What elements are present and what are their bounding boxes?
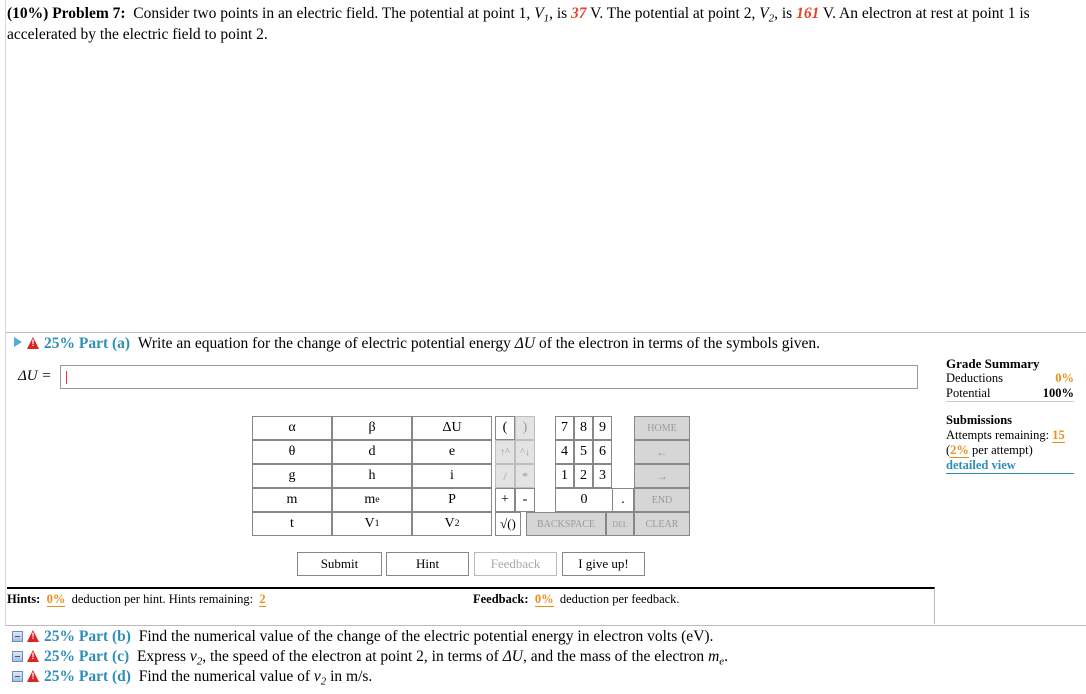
delta-u-symbol: ΔU xyxy=(502,648,523,665)
warning-icon xyxy=(27,670,40,682)
hints-label: Hints: xyxy=(7,592,41,606)
key-alpha-label: α xyxy=(288,420,296,435)
key-p-label: P xyxy=(448,492,456,507)
key-t-label: t xyxy=(290,516,294,531)
key-home[interactable] xyxy=(634,416,690,440)
v2-symbol xyxy=(313,668,327,688)
digit-5: 5 xyxy=(580,444,587,459)
minus-label: - xyxy=(522,492,528,507)
collapsed-icon[interactable] xyxy=(12,631,23,642)
problem-block xyxy=(5,0,1086,332)
text-caret xyxy=(66,371,67,384)
key-e[interactable] xyxy=(412,440,492,464)
key-multiply[interactable] xyxy=(515,464,535,488)
key-clear[interactable] xyxy=(634,512,690,536)
key-del[interactable] xyxy=(606,512,634,536)
problem-text-1: Consider two points in an electric field. The potential at point 1, xyxy=(133,5,535,22)
grade-summary-title: Grade Summary xyxy=(946,356,1040,371)
part-d-label: 25% Part (d) xyxy=(44,668,131,685)
key-9[interactable] xyxy=(593,416,612,440)
key-left-arrow[interactable] xyxy=(634,440,690,464)
hints-text: deduction per hint. Hints remaining: xyxy=(71,592,254,606)
collapsed-icon[interactable] xyxy=(12,651,23,662)
key-1[interactable] xyxy=(555,464,574,488)
key-7[interactable] xyxy=(555,416,574,440)
key-m[interactable] xyxy=(252,488,332,512)
key-h[interactable] xyxy=(332,464,412,488)
deductions-value: 0% xyxy=(1055,371,1074,385)
key-6[interactable] xyxy=(593,440,612,464)
key-g[interactable] xyxy=(252,464,332,488)
multiply-label: * xyxy=(522,468,528,483)
key-h-label: h xyxy=(368,468,376,483)
digit-0: 0 xyxy=(580,492,588,507)
feedback-bar xyxy=(473,587,935,624)
hints-pct: 0% xyxy=(46,592,66,606)
part-a-text-post: of the electron in terms of the symbols given. xyxy=(535,335,821,352)
key-beta-label: β xyxy=(368,420,376,435)
down-arrow-label: ^↓ xyxy=(520,446,530,458)
sqrt-label: √() xyxy=(500,516,516,531)
problem-text-5: V. An electron at rest at point 1 is accelerated by the electric field to point 2. xyxy=(7,5,1030,43)
v1-symbol xyxy=(534,5,550,25)
per-attempt-row: (2% per attempt) xyxy=(946,443,1033,457)
v2-subscript: 2 xyxy=(196,655,203,668)
me-letter: m xyxy=(708,648,720,665)
v2-symbol xyxy=(189,648,203,668)
feedback-button[interactable]: Feedback xyxy=(474,552,557,576)
home-label: HOME xyxy=(647,422,677,434)
part-a-header[interactable] xyxy=(14,334,820,354)
warning-icon xyxy=(27,630,40,642)
digit-7: 7 xyxy=(561,420,568,435)
left-arrow-icon: ← xyxy=(656,444,668,459)
key-v2-label: V xyxy=(444,516,455,531)
v1-letter: V xyxy=(534,5,544,22)
me-symbol xyxy=(708,648,725,668)
end-label: END xyxy=(651,494,673,506)
submissions-title: Submissions xyxy=(946,413,1013,427)
delta-u-symbol: ΔU xyxy=(514,335,536,352)
plus-label: + xyxy=(501,492,509,507)
key-d-label: d xyxy=(368,444,376,459)
key-theta[interactable] xyxy=(252,440,332,464)
v2-symbol xyxy=(759,5,775,25)
grade-summary xyxy=(946,356,1074,474)
digit-9: 9 xyxy=(599,420,606,435)
deductions-row xyxy=(946,371,1074,386)
part-c-text-and: , and the mass of the electron xyxy=(522,648,709,665)
v2-letter: V xyxy=(759,5,769,22)
feedback-pct: 0% xyxy=(534,592,554,606)
attempts-value: 15 xyxy=(1052,428,1065,442)
key-delta-u-label: ΔU xyxy=(442,420,462,435)
digit-4: 4 xyxy=(561,444,568,459)
part-c-text-pre: Express xyxy=(136,648,190,665)
problem-header: (10%) Problem 7: xyxy=(7,5,126,22)
v2-subscript: 2 xyxy=(768,12,775,25)
key-dot[interactable] xyxy=(612,488,634,512)
part-d-row[interactable] xyxy=(12,668,372,686)
part-a-label: 25% Part (a) xyxy=(44,335,131,352)
warning-icon xyxy=(27,337,40,349)
key-theta-label: θ xyxy=(288,444,296,459)
v2-subscript: 2 xyxy=(320,675,327,688)
part-b-label: 25% Part (b) xyxy=(44,628,131,645)
hints-remaining: 2 xyxy=(259,592,266,606)
part-c-text-mid: , the speed of the electron at point 2, in terms of xyxy=(202,648,503,665)
key-m-label: m xyxy=(286,492,298,507)
digit-1: 1 xyxy=(561,468,568,483)
part-a-text-pre: Write an equation for the change of electric potential energy xyxy=(137,335,515,352)
v2-value: 161 xyxy=(796,5,820,22)
hints-bar xyxy=(7,587,473,624)
answer-input[interactable] xyxy=(60,365,918,389)
right-arrow-icon: → xyxy=(656,468,668,483)
key-3[interactable] xyxy=(593,464,612,488)
part-b-text: Find the numerical value of the change of the electric potential energy in electron volts (eV). xyxy=(138,628,714,645)
key-beta[interactable] xyxy=(332,416,412,440)
key-d[interactable] xyxy=(332,440,412,464)
key-8[interactable] xyxy=(574,416,593,440)
attempts-label: Attempts remaining: xyxy=(946,428,1050,442)
key-t[interactable] xyxy=(252,512,332,536)
digit-8: 8 xyxy=(580,420,587,435)
key-up-arrow[interactable] xyxy=(495,440,515,464)
feedback-text: deduction per feedback. xyxy=(559,592,680,606)
key-v1-label: V xyxy=(364,516,375,531)
key-e-label: e xyxy=(448,444,456,459)
key-divide[interactable] xyxy=(495,464,515,488)
per-attempt-pct: 2% xyxy=(950,443,969,457)
attempts-row xyxy=(946,428,1074,443)
v2-letter: v xyxy=(313,668,321,685)
key-4[interactable] xyxy=(555,440,574,464)
warning-icon xyxy=(27,650,40,662)
key-v2[interactable]: V 2 xyxy=(412,512,492,536)
paren-close-label: ) xyxy=(522,420,528,435)
detailed-view-link[interactable]: detailed view xyxy=(946,458,1074,474)
expand-play-icon[interactable] xyxy=(14,337,22,347)
v1-value: 37 xyxy=(571,5,587,22)
key-paren-close[interactable] xyxy=(515,416,535,440)
problem-statement xyxy=(7,3,1077,45)
backspace-label: BACKSPACE xyxy=(537,518,595,530)
potential-label: Potential xyxy=(946,386,991,400)
key-minus[interactable] xyxy=(515,488,535,512)
part-d-text-post: in m/s. xyxy=(326,668,373,685)
digit-3: 3 xyxy=(599,468,606,483)
key-g-label: g xyxy=(288,468,296,483)
equation-label: ΔU = xyxy=(18,368,52,384)
key-sqrt[interactable] xyxy=(495,512,521,536)
del-label: DEL xyxy=(612,519,628,529)
key-down-arrow[interactable] xyxy=(515,440,535,464)
key-alpha[interactable] xyxy=(252,416,332,440)
submit-button[interactable]: Submit xyxy=(297,552,382,576)
potential-value: 100% xyxy=(1042,386,1074,400)
key-paren-open[interactable] xyxy=(495,416,515,440)
part-d-text-pre: Find the numerical value of xyxy=(138,668,314,685)
v2-letter: v xyxy=(189,648,197,665)
key-delta-u[interactable] xyxy=(412,416,492,440)
key-p[interactable] xyxy=(412,488,492,512)
paren-open-label: ( xyxy=(502,420,508,435)
deductions-label: Deductions xyxy=(946,371,1003,385)
part-c-text-end: . xyxy=(724,648,728,665)
hint-button[interactable]: Hint xyxy=(386,552,469,576)
key-m-e[interactable]: m e xyxy=(332,488,412,512)
potential-row xyxy=(946,386,1074,402)
part-b-row[interactable] xyxy=(12,628,713,646)
per-attempt-text: per attempt) xyxy=(972,443,1033,457)
part-c-row[interactable] xyxy=(12,648,728,666)
key-0[interactable] xyxy=(555,488,612,512)
part-c-label: 25% Part (c) xyxy=(44,648,130,665)
problem-text-2: , is xyxy=(549,5,572,22)
v1-subscript: 1 xyxy=(543,12,550,25)
feedback-label: Feedback: xyxy=(473,592,529,606)
up-arrow-label: ↑^ xyxy=(500,446,510,458)
problem-text-3: V. The potential at point 2, xyxy=(586,5,760,22)
key-5[interactable] xyxy=(574,440,593,464)
key-v1[interactable]: V 1 xyxy=(332,512,412,536)
key-right-arrow[interactable] xyxy=(634,464,690,488)
key-backspace[interactable] xyxy=(526,512,606,536)
collapsed-icon[interactable] xyxy=(12,671,23,682)
clear-label: CLEAR xyxy=(645,518,679,530)
dot-label: . xyxy=(621,492,625,507)
give-up-button[interactable]: I give up! xyxy=(562,552,645,576)
key-i[interactable] xyxy=(412,464,492,488)
key-end[interactable] xyxy=(634,488,690,512)
key-m-e-label: m xyxy=(364,492,376,507)
key-plus[interactable] xyxy=(495,488,515,512)
digit-2: 2 xyxy=(580,468,587,483)
divide-label: / xyxy=(503,468,507,483)
digit-6: 6 xyxy=(599,444,606,459)
key-i-label: i xyxy=(450,468,454,483)
me-subscript: e xyxy=(719,655,725,668)
key-2[interactable] xyxy=(574,464,593,488)
problem-text-4: , is xyxy=(774,5,797,22)
